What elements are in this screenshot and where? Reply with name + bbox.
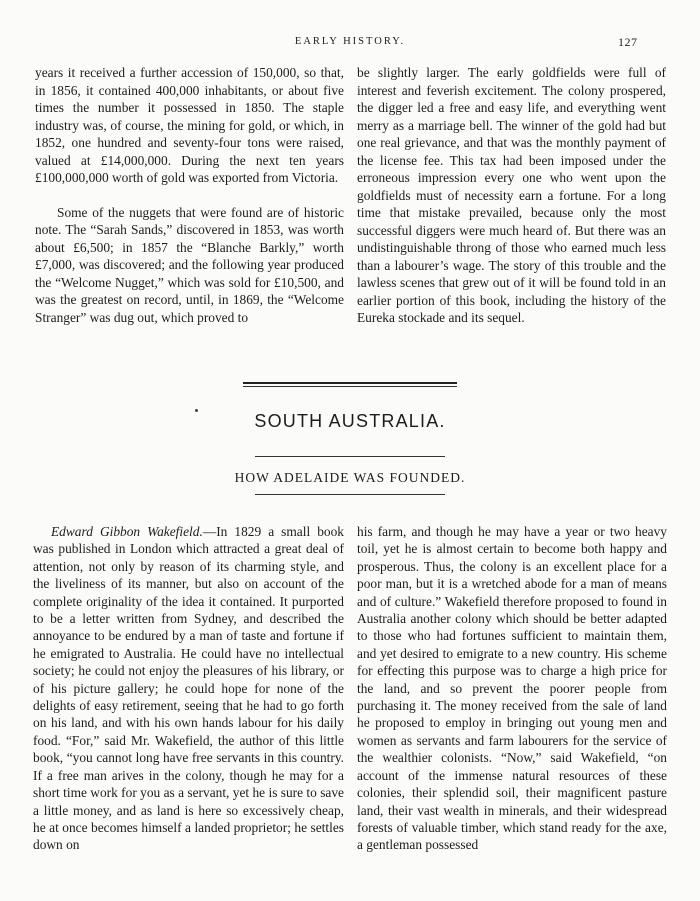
subsection-rule-top: [255, 456, 445, 457]
column-top-right: [357, 64, 666, 327]
paragraph: [33, 523, 344, 854]
paragraph: his farm, and though he may have a year or two heavy toil, yet he is almost certain to become both happy and prosperous. Thus, the colony is an excellent place for a poor man, but it is a wretched abode for a man of means and of culture.” Wakefield therefore proposed to found in Australia another colony which should be better adapted to those who had fortunes sufficient to maintain them, and yet desired to emigrate to a new country. His scheme for effecting this purpose was to charge a high price for the land, and so prevent the poorer people from purchasing it. The money received from the sale of land he proposed to employ in bringing out young men and women as servants and farm labourers for the service of the wealthier colonists. “Now,” said Wakefield, “on account of the immense natural resources of these colonies, their splendid soil, their magnificent pasture land, their vast wealth in minerals, and their widespread forests of valuable timber, which stand ready for the axe, a gentleman possessed: [357, 524, 667, 853]
subsection-rule-bottom: [255, 494, 445, 495]
subsection-title: HOW ADELAIDE WAS FOUNDED.: [234, 470, 466, 485]
section-rule-top: [243, 382, 457, 384]
column-top-left: [35, 64, 344, 326]
column-bottom-left: [33, 523, 344, 854]
paragraph: be slightly larger. The early goldfields were full of interest and feverish excitement. The colony prospered, the digger led a free and easy life, and everything went merry as a marriage bell. The winner of the gold had but one real grievance, and that was the monthly payment of the license fee. This tax had been imposed under the erroneous impression every one who went upon the goldfields must of necessity earn a fortune. For a long time that mistake prevailed, because only the most successful diggers were much heard of. But there was an undistinguishable throng of those who earned much less than a labourer’s wage. The story of this trouble and the lawless scenes that grew out of it will be found told in an earlier portion of this book, including the history of the Eureka stockade and its sequel.: [357, 65, 666, 325]
running-head: [0, 36, 700, 50]
section-rule-top-thin: [243, 386, 457, 387]
page-number: 127: [618, 35, 638, 49]
column-bottom-right: [357, 523, 667, 854]
paragraph: years it received a further accession of 150,000, so that, in 1856, it contained 400,000 inhabitants, or about five times the number it possessed in 1850. The staple industry was, of course, the mining for gold, or which, in 1852, one hundred and seventy-four tons were raised, valued at £14,000,000. During the next ten years £100,000,000 worth of gold was exported from Victoria.: [35, 65, 344, 185]
paragraph-text: —In 1829 a small book was published in London which attracted a great deal of attention, not only by reason of its charming style, and the liveliness of its manner, but also on account of the complete originality of the idea it contained. It purported to be a letter written from Sydney, and described the annoyance to be endured by a man of taste and fortune if he emigrated to Australia. He could have no intellectual society; he could not enjoy the pleasures of his library, or of his picture gallery; he could hope for none of the delights of easy retirement, seeing that he had to go forth on his land, and with his own hands labour for his daily food. “For,” said Mr. Wakefield, the author of this little book, “you cannot long have free servants in this country. If a free man arives in the colony, though he may for a short time work for you as a servant, yet he is sure to save a little money, and as land is here so excessively cheap, he at once becomes himself a landed proprietor; he settles down on: [33, 524, 345, 853]
lead-in: Edward Gibbon Wakefield.: [51, 524, 203, 539]
running-head-title: EARLY HISTORY.: [294, 36, 406, 47]
paragraph: Some of the nuggets that were found are of historic note. The “Sarah Sands,” discovered in 1853, was worth about £6,500; in 1857 the “Blanche Barkly,” worth £7,000, was discovered; and the following year produced the “Welcome Nugget,” which was sold for £10,500, and was the greatest on record, until, in 1869, the “Welcome Stranger” was dug out, which proved to: [35, 204, 344, 325]
section-title: SOUTH AUSTRALIA.: [254, 411, 446, 431]
